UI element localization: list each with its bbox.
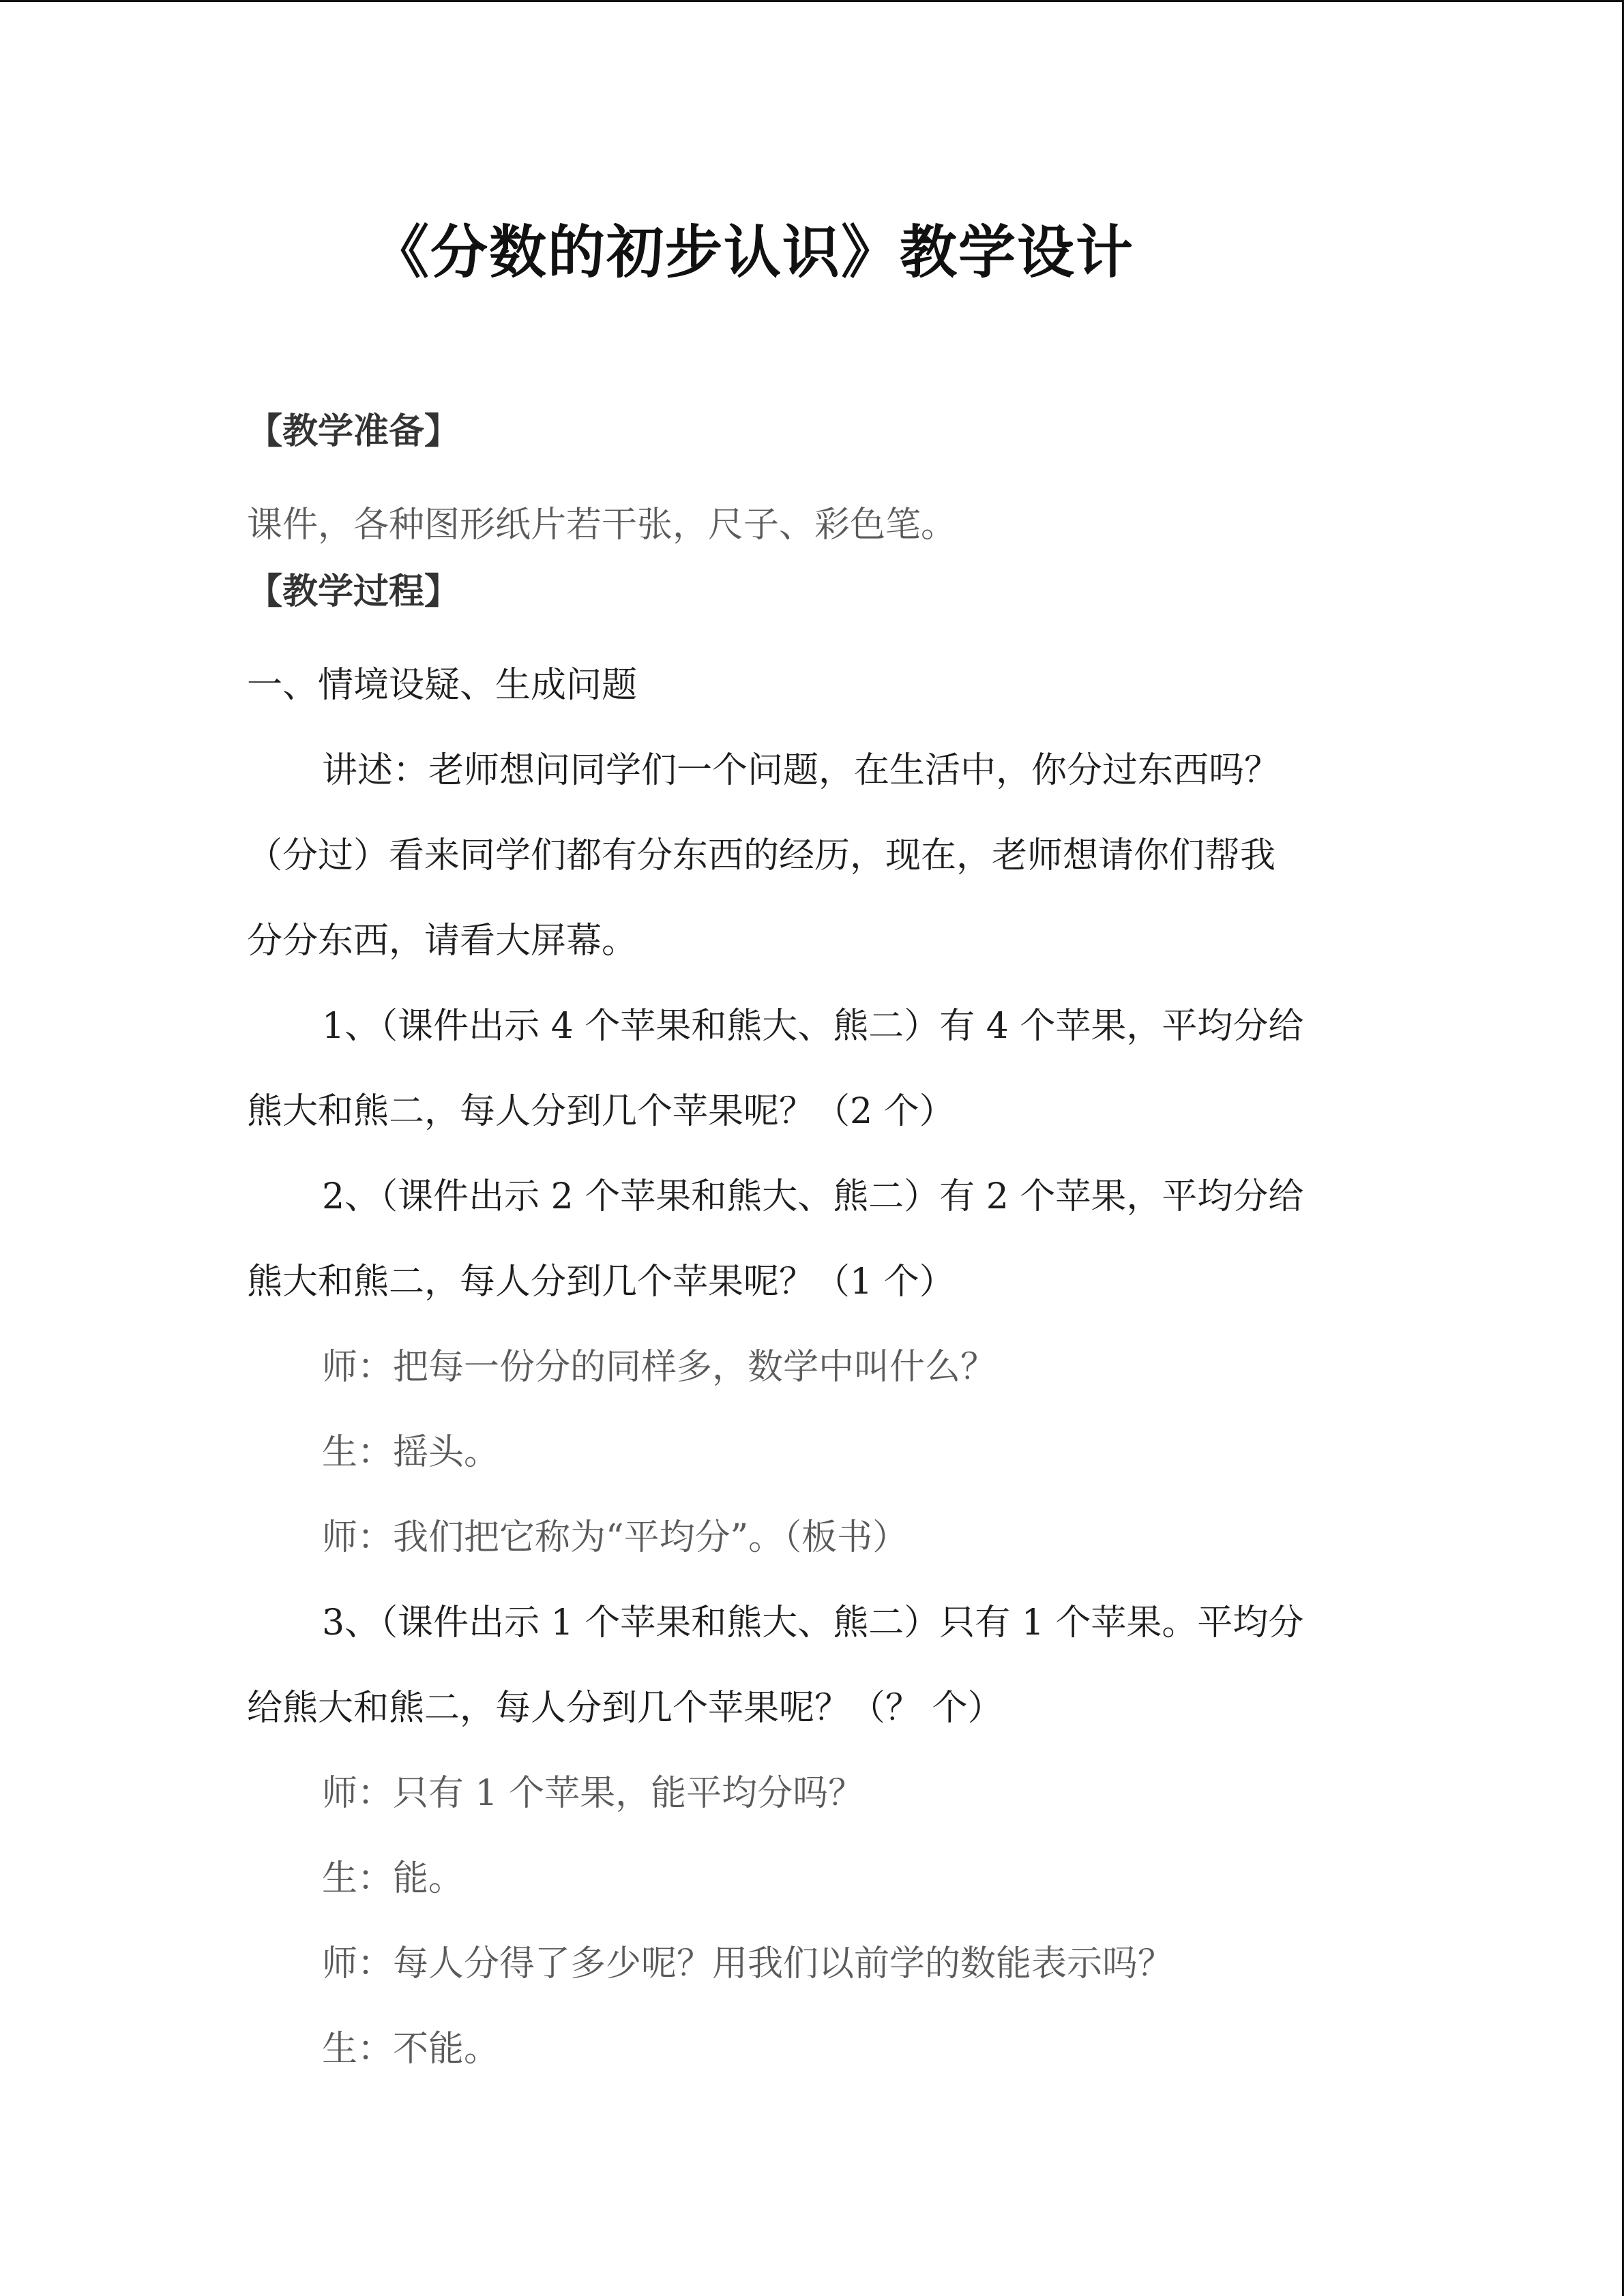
paragraph-line: 分分东西，请看大屏幕。 — [247, 921, 638, 961]
paragraph-line: 熊大和熊二，每人分到几个苹果呢？（1 个） — [247, 1262, 955, 1302]
paragraph-line: （分过）看来同学们都有分东西的经历，现在，老师想请你们帮我 — [247, 835, 1276, 876]
document-title: 《分数的初步认识》教学设计 — [372, 219, 1135, 286]
paragraph-line: 1、（课件出示 4 个苹果和熊大、熊二）有 4 个苹果，平均分给 — [322, 1006, 1304, 1047]
paragraph-line: 2、（课件出示 2 个苹果和熊大、熊二）有 2 个苹果，平均分给 — [322, 1176, 1304, 1217]
paragraph-line: 给熊大和熊二，每人分到几个苹果呢？（？ 个） — [247, 1688, 1003, 1729]
paragraph-line: 讲述：老师想问同学们一个问题，在生活中，你分过东西吗？ — [322, 750, 1280, 791]
dialogue-line: 师：我们把它称为“平均分”。（板书） — [322, 1517, 909, 1558]
dialogue-line: 生：不能。 — [322, 2029, 500, 2070]
dialogue-line: 生：摇头。 — [322, 1432, 500, 1473]
preparation-text: 课件，各种图形纸片若干张，尺子、彩色笔。 — [247, 505, 957, 546]
paragraph-line: 熊大和熊二，每人分到几个苹果呢？（2 个） — [247, 1091, 955, 1132]
part-one-heading: 一、情境设疑、生成问题 — [247, 665, 638, 706]
paragraph-line: 3、（课件出示 1 个苹果和熊大、熊二）只有 1 个苹果。平均分 — [322, 1602, 1304, 1643]
dialogue-line: 师：每人分得了多少呢？用我们以前学的数能表示吗？ — [322, 1943, 1174, 1984]
heading-teaching-process: 【教学过程】 — [247, 571, 460, 612]
dialogue-line: 师：把每一份分的同样多，数学中叫什么？ — [322, 1347, 996, 1388]
heading-teaching-preparation: 【教学准备】 — [247, 411, 460, 452]
dialogue-line: 生：能。 — [322, 1858, 464, 1899]
dialogue-line: 师：只有 1 个苹果，能平均分吗？ — [322, 1773, 864, 1814]
